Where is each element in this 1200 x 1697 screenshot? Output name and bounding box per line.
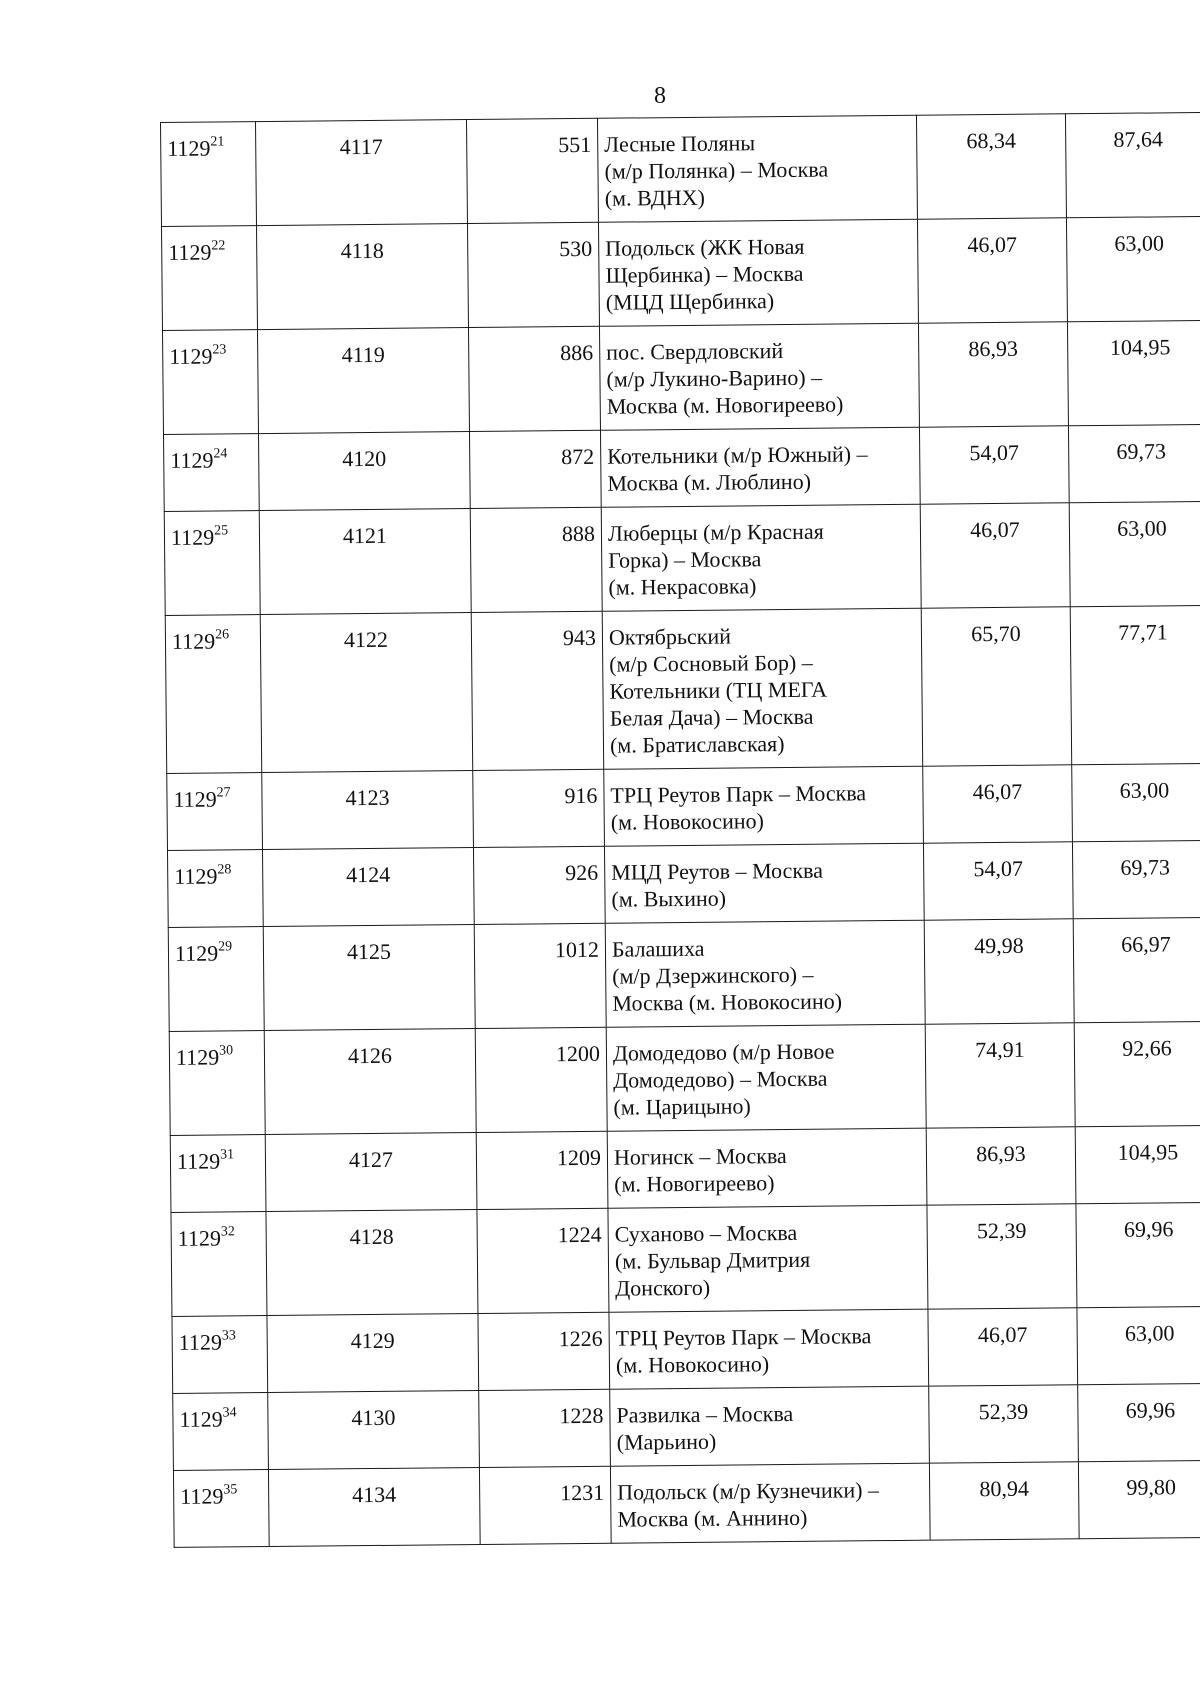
- row-number-superscript: 21: [210, 134, 225, 150]
- row-number-cell: [170, 1135, 266, 1213]
- code-text: 4122: [343, 626, 389, 653]
- price-2-text: 69,96: [1125, 1397, 1176, 1423]
- code-text: 4127: [348, 1146, 394, 1173]
- row-number: 1129: [179, 1406, 223, 1432]
- route-name-cell: [598, 219, 918, 326]
- route-name-text: Домодедово (м/р Новое Домодедово) – Москва (м. Царицыно): [612, 1038, 835, 1120]
- price-2-text: 69,73: [1116, 438, 1167, 464]
- row-number: 1129: [171, 628, 216, 654]
- price-1-cell: [928, 1308, 1078, 1386]
- row-number-superscript: 34: [222, 1404, 237, 1421]
- price-2-text: 99,80: [1126, 1474, 1177, 1500]
- route-name-cell: [597, 115, 917, 222]
- row-number: 1129: [175, 1044, 220, 1070]
- price-1-text: 65,70: [971, 620, 1021, 647]
- route-name-text: Развилка – Москва (Марьино): [616, 1400, 794, 1455]
- route-number-cell: [467, 222, 599, 327]
- row-number-superscript: 29: [218, 939, 233, 955]
- table-row: [173, 1383, 1200, 1470]
- route-number-cell: [475, 1027, 607, 1132]
- row-number-superscript: 35: [223, 1481, 238, 1498]
- route-number-cell: [473, 846, 605, 924]
- row-number: 1129: [173, 786, 217, 812]
- price-2-cell: [1078, 1383, 1200, 1461]
- price-2-cell: [1068, 424, 1200, 502]
- price-1-text: 46,07: [967, 231, 1018, 258]
- route-name-text: Подольск (ЖК Новая Щербинка) – Москва (МЦД Щербинка): [605, 233, 805, 315]
- route-name-cell: [610, 1386, 930, 1466]
- row-number: 1129: [180, 1483, 224, 1509]
- code-cell: [256, 224, 468, 330]
- price-2-cell: [1072, 763, 1200, 841]
- price-1-cell: [924, 919, 1074, 1024]
- code-text: 4119: [341, 341, 385, 368]
- table-row: [161, 112, 1200, 226]
- row-number-cell: [169, 1031, 265, 1136]
- code-cell: [267, 1314, 479, 1393]
- price-2-cell: [1070, 605, 1200, 764]
- row-number: 1129: [178, 1329, 223, 1355]
- price-1-text: 46,07: [977, 1321, 1028, 1348]
- row-number-superscript: 26: [215, 627, 230, 643]
- row-number-cell: [167, 773, 263, 851]
- code-text: 4121: [342, 522, 388, 549]
- price-1-text: 52,39: [978, 1398, 1029, 1425]
- route-number-text: 1012: [554, 936, 600, 963]
- route-number-cell: [469, 430, 601, 508]
- price-1-text: 68,34: [966, 127, 1017, 154]
- route-number-text: 1226: [558, 1325, 603, 1352]
- price-2-text: 66,97: [1121, 931, 1171, 957]
- row-number-cell: [173, 1393, 269, 1471]
- route-name-cell: [600, 427, 920, 507]
- price-1-cell: [925, 1023, 1075, 1128]
- row-number-cell: [165, 615, 262, 774]
- code-text: 4130: [351, 1404, 396, 1431]
- code-cell: [268, 1390, 480, 1469]
- price-1-text: 52,39: [976, 1217, 1027, 1244]
- route-number-text: 943: [562, 624, 597, 651]
- route-number-text: 1209: [556, 1144, 602, 1171]
- row-number-cell: [171, 1212, 267, 1317]
- code-cell: [268, 1467, 480, 1546]
- price-2-text: 104,95: [1109, 334, 1171, 360]
- code-text: 4128: [349, 1223, 394, 1250]
- code-cell: [266, 1210, 478, 1316]
- route-name-text: ТРЦ Реутов Парк – Москва (м. Новокосино): [610, 780, 867, 835]
- row-number-superscript: 32: [220, 1224, 235, 1240]
- table-row: [169, 1021, 1200, 1135]
- route-number-text: 916: [564, 782, 598, 809]
- route-number-cell: [479, 1389, 611, 1467]
- price-1-cell: [926, 1127, 1076, 1205]
- price-2-cell: [1066, 216, 1200, 321]
- price-1-text: 54,07: [969, 439, 1020, 466]
- route-number-cell: [477, 1208, 609, 1313]
- route-name-text: пос. Свердловский (м/р Лукино-Варино) – Москва (м. Новогиреево): [606, 338, 844, 419]
- price-2-text: 104,95: [1117, 1139, 1179, 1165]
- route-name-text: ТРЦ Реутов Парк – Москва (м. Новокосино): [615, 1323, 872, 1378]
- table-row: [163, 320, 1200, 434]
- route-number-cell: [476, 1131, 608, 1209]
- table-row: [173, 1460, 1200, 1547]
- price-1-text: 86,93: [968, 335, 1019, 362]
- price-1-text: 80,94: [979, 1475, 1030, 1502]
- row-number-superscript: 30: [219, 1043, 234, 1059]
- route-number-text: 888: [561, 520, 596, 547]
- code-cell: [259, 509, 471, 615]
- code-cell: [262, 848, 474, 927]
- route-name-cell: [608, 1205, 928, 1312]
- row-number: 1129: [174, 863, 218, 889]
- route-number-cell: [466, 118, 598, 223]
- price-1-cell: [918, 322, 1068, 427]
- row-number-cell: [173, 1470, 269, 1548]
- route-name-text: Котельники (м/р Южный) – Москва (м. Люблино): [607, 441, 868, 496]
- row-number: 1129: [169, 343, 213, 369]
- row-number-cell: [164, 511, 260, 616]
- route-name-cell: [604, 766, 924, 846]
- route-number-text: 886: [560, 339, 594, 366]
- route-number-cell: [479, 1466, 611, 1544]
- row-number: 1129: [174, 940, 219, 966]
- row-number: 1129: [167, 135, 211, 161]
- route-name-cell: [606, 1024, 926, 1131]
- row-number: 1129: [170, 524, 215, 550]
- route-number-text: 530: [559, 235, 593, 262]
- table-row: [164, 501, 1200, 615]
- table-row: [171, 1202, 1200, 1316]
- route-number-text: 1200: [555, 1040, 601, 1067]
- price-2-text: 92,66: [1122, 1035, 1172, 1061]
- row-number-superscript: 28: [217, 862, 232, 878]
- code-text: 4118: [340, 237, 384, 264]
- route-number-cell: [474, 923, 606, 1028]
- route-name-cell: [599, 323, 919, 430]
- row-number: 1129: [170, 447, 214, 473]
- price-2-text: 63,00: [1117, 515, 1167, 541]
- row-number-superscript: 23: [212, 342, 227, 358]
- price-2-cell: [1073, 917, 1200, 1022]
- code-text: 4120: [342, 445, 387, 472]
- route-name-cell: [604, 843, 924, 923]
- route-name-text: Ногинск – Москва (м. Новогиреево): [613, 1143, 787, 1197]
- table-row: [170, 1125, 1200, 1212]
- price-1-cell: [929, 1462, 1079, 1540]
- row-number-cell: [161, 122, 257, 227]
- row-number-superscript: 25: [214, 523, 229, 539]
- route-name-cell: [601, 504, 921, 611]
- price-1-cell: [917, 218, 1067, 323]
- route-number-text: 872: [561, 443, 595, 470]
- price-2-cell: [1072, 840, 1200, 918]
- route-name-cell: [610, 1463, 930, 1543]
- price-2-cell: [1077, 1306, 1200, 1384]
- code-cell: [258, 432, 470, 511]
- table-row: [167, 840, 1200, 927]
- code-text: 4125: [346, 938, 392, 965]
- table-row: [172, 1306, 1200, 1393]
- row-number: 1129: [177, 1225, 222, 1251]
- price-1-text: 46,07: [970, 516, 1020, 543]
- price-2-text: 63,00: [1124, 1320, 1175, 1346]
- route-number-text: 1231: [560, 1479, 605, 1506]
- code-cell: [257, 328, 469, 434]
- route-number-cell: [468, 326, 600, 431]
- price-2-cell: [1074, 1021, 1200, 1126]
- route-name-cell: [602, 608, 923, 769]
- price-2-text: 69,73: [1120, 854, 1171, 880]
- route-name-text: Люберцы (м/р Красная Горка) – Москва (м. Некрасовка): [607, 518, 824, 600]
- row-number-superscript: 27: [216, 785, 231, 801]
- row-number-superscript: 24: [213, 446, 228, 462]
- price-1-cell: [916, 114, 1066, 219]
- code-cell: [265, 1133, 477, 1212]
- code-text: 4126: [347, 1042, 393, 1069]
- row-number-superscript: 31: [220, 1147, 235, 1163]
- price-1-cell: [927, 1204, 1077, 1309]
- code-text: 4134: [352, 1481, 397, 1508]
- code-text: 4129: [350, 1327, 395, 1354]
- price-2-cell: [1067, 320, 1200, 425]
- row-number-cell: [168, 927, 264, 1032]
- row-number-cell: [163, 434, 259, 512]
- row-number-cell: [172, 1316, 268, 1394]
- row-number: 1129: [168, 239, 212, 265]
- table-row: [162, 216, 1200, 330]
- table-body: [161, 112, 1200, 1547]
- route-number-text: 1224: [557, 1221, 602, 1248]
- route-name-cell: [605, 920, 925, 1027]
- row-number: 1129: [176, 1148, 221, 1174]
- code-text: 4117: [339, 133, 383, 160]
- code-cell: [263, 925, 475, 1031]
- route-number-cell: [470, 507, 602, 612]
- price-2-cell: [1065, 112, 1200, 217]
- tariff-table: [160, 112, 1200, 1548]
- table-row: [163, 424, 1200, 511]
- price-1-cell: [923, 842, 1073, 920]
- page-number: 8: [654, 83, 666, 109]
- route-name-text: Подольск (м/р Кузнечики) – Москва (м. Аннино): [617, 1477, 880, 1532]
- price-1-text: 86,93: [976, 1140, 1026, 1167]
- code-text: 4123: [345, 784, 390, 811]
- price-2-text: 69,96: [1123, 1216, 1174, 1242]
- row-number-cell: [162, 226, 258, 331]
- price-2-cell: [1076, 1202, 1200, 1307]
- price-1-text: 46,07: [972, 778, 1023, 805]
- row-number-cell: [167, 850, 263, 928]
- route-name-cell: [607, 1128, 927, 1208]
- code-cell: [264, 1029, 476, 1135]
- price-2-cell: [1069, 501, 1200, 606]
- row-number-superscript: 33: [221, 1328, 236, 1344]
- route-number-cell: [473, 769, 605, 847]
- route-name-text: Октябрьский (м/р Сосновый Бор) – Котельники (ТЦ МЕГА Белая Дача) – Москва (м. Братиславская): [608, 623, 828, 758]
- price-2-cell: [1075, 1125, 1200, 1203]
- price-2-text: 63,00: [1119, 777, 1170, 803]
- price-1-cell: [923, 765, 1073, 843]
- table-row: [168, 917, 1200, 1031]
- route-number-cell: [478, 1312, 610, 1390]
- price-2-cell: [1078, 1460, 1200, 1538]
- price-1-text: 54,07: [973, 855, 1024, 882]
- price-1-text: 74,91: [975, 1036, 1025, 1063]
- price-2-text: 77,71: [1118, 619, 1168, 645]
- price-2-text: 63,00: [1114, 230, 1165, 256]
- row-number-cell: [163, 330, 259, 435]
- row-number-superscript: 22: [211, 238, 226, 254]
- price-2-text: 87,64: [1113, 126, 1164, 152]
- table-row: [167, 763, 1200, 850]
- route-number-text: 1228: [559, 1402, 604, 1429]
- price-1-cell: [920, 503, 1070, 608]
- route-name-text: МЦД Реутов – Москва (м. Выхино): [611, 857, 824, 912]
- route-number-text: 551: [558, 131, 592, 158]
- route-name-text: Суханово – Москва (м. Бульвар Дмитрия Донского): [614, 1219, 811, 1301]
- price-1-cell: [921, 607, 1072, 766]
- code-text: 4124: [346, 861, 391, 888]
- code-cell: [256, 120, 468, 226]
- price-1-cell: [919, 426, 1069, 504]
- table-row: [165, 605, 1200, 773]
- route-name-text: Лесные Поляны (м/р Полянка) – Москва (м. ВДНХ): [604, 130, 829, 211]
- code-cell: [262, 771, 474, 850]
- route-name-text: Балашиха (м/р Дзержинского) – Москва (м. Новокосино): [611, 935, 843, 1016]
- route-name-cell: [609, 1309, 929, 1389]
- route-number-cell: [471, 611, 604, 770]
- route-number-text: 926: [565, 859, 599, 886]
- price-1-cell: [929, 1385, 1079, 1463]
- price-1-text: 49,98: [974, 932, 1024, 959]
- code-cell: [260, 613, 473, 773]
